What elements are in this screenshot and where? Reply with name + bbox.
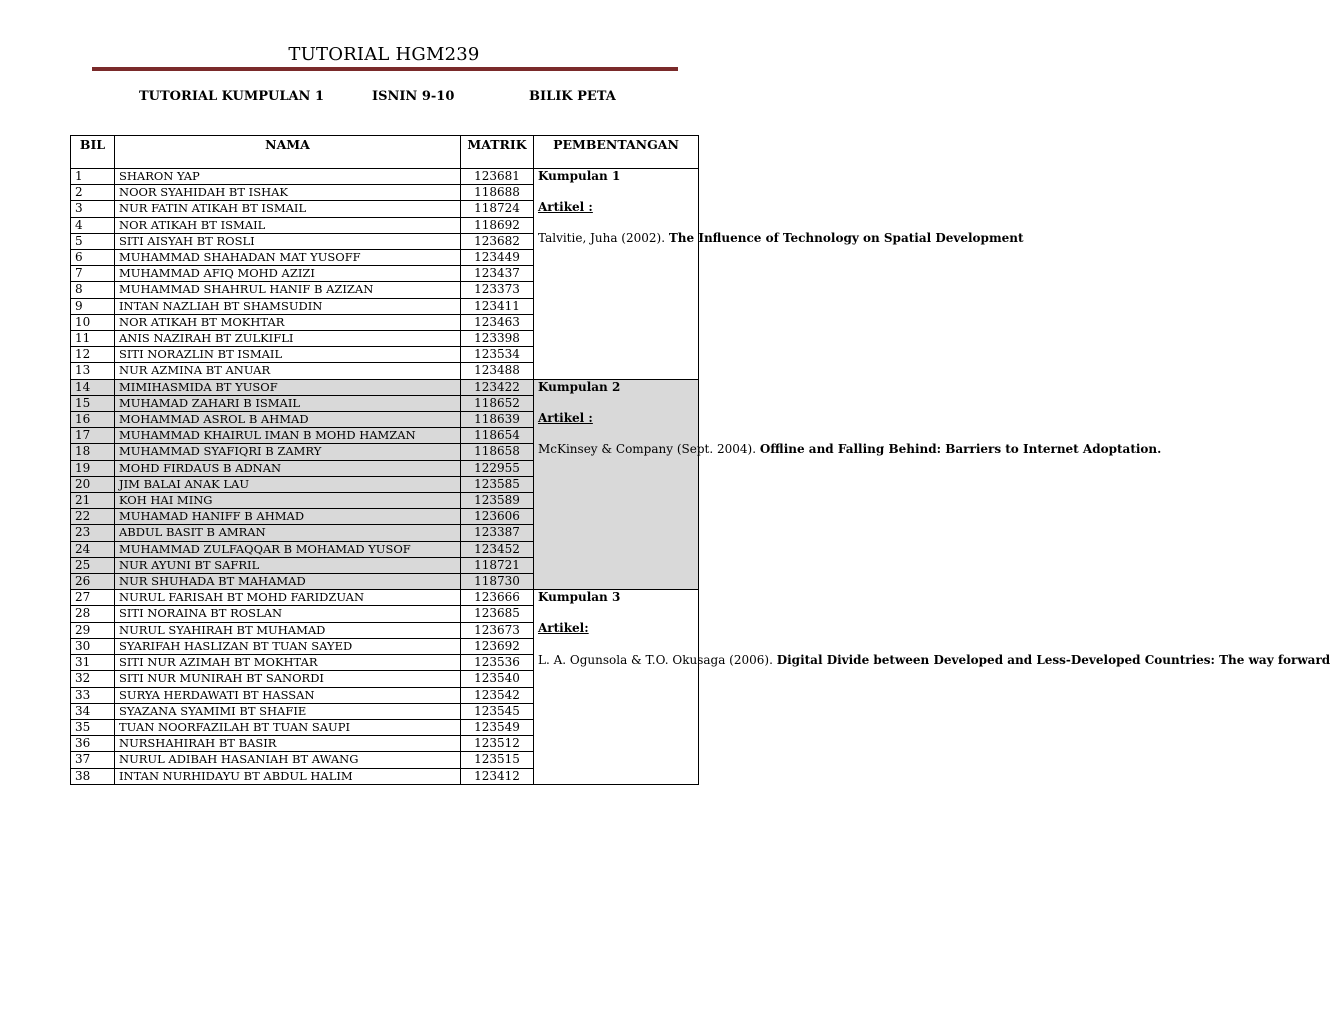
cell-matrik: 118721 <box>461 557 534 573</box>
cell-bil: 8 <box>71 282 115 298</box>
cell-nama: TUAN NOORFAZILAH BT TUAN SAUPI <box>115 719 461 735</box>
cell-nama: JIM BALAI ANAK LAU <box>115 476 461 492</box>
presentation-group-1 <box>534 169 1024 380</box>
cell-matrik: 123585 <box>461 476 534 492</box>
cell-nama: SITI AISYAH BT ROSLI <box>115 233 461 249</box>
cell-bil: 7 <box>71 266 115 282</box>
article-title: The Influence of Technology on Spatial Development <box>668 231 1024 246</box>
cell-matrik: 123512 <box>461 736 534 752</box>
header-bil: BIL <box>71 136 115 169</box>
cell-matrik: 123412 <box>461 768 534 784</box>
cell-matrik: 118692 <box>461 217 534 233</box>
cell-bil: 33 <box>71 687 115 703</box>
group-label: Kumpulan 1 <box>538 169 621 183</box>
cell-bil: 9 <box>71 298 115 314</box>
cell-matrik: 118639 <box>461 412 534 428</box>
article-citation <box>538 231 1024 245</box>
header-nama: NAMA <box>115 136 461 169</box>
group-label: Kumpulan 3 <box>538 590 621 605</box>
cell-matrik: 123437 <box>461 266 534 282</box>
artikel-label: Artikel: <box>538 621 589 636</box>
cell-nama: NURUL FARISAH BT MOHD FARIDZUAN <box>115 590 461 606</box>
cell-bil: 17 <box>71 428 115 444</box>
cell-matrik: 122955 <box>461 460 534 476</box>
cell-bil: 15 <box>71 395 115 411</box>
group-spacer <box>538 215 694 231</box>
cell-nama: MUHAMMAD SHAHADAN MAT YUSOFF <box>115 250 461 266</box>
cell-bil: 14 <box>71 379 115 395</box>
cell-bil: 32 <box>71 671 115 687</box>
cell-bil: 4 <box>71 217 115 233</box>
cell-bil: 27 <box>71 590 115 606</box>
cell-nama: NURUL ADIBAH HASANIAH BT AWANG <box>115 752 461 768</box>
cell-nama: ABDUL BASIT B AMRAN <box>115 525 461 541</box>
cell-matrik: 123545 <box>461 703 534 719</box>
cell-matrik: 123449 <box>461 250 534 266</box>
cell-nama: SITI NORAINA BT ROSLAN <box>115 606 461 622</box>
cell-bil: 25 <box>71 557 115 573</box>
cell-matrik: 123606 <box>461 509 534 525</box>
cell-nama: MUHAMMAD SHAHRUL HANIF B AZIZAN <box>115 282 461 298</box>
roster-body <box>71 169 1330 785</box>
article-author: Talvitie, Juha (2002). <box>538 231 666 246</box>
cell-nama: MUHAMAD ZAHARI B ISMAIL <box>115 395 461 411</box>
title-underline-rule <box>92 67 678 71</box>
cell-nama: NOR ATIKAH BT ISMAIL <box>115 217 461 233</box>
cell-bil: 16 <box>71 412 115 428</box>
cell-matrik: 123536 <box>461 655 534 671</box>
table-row <box>71 590 699 606</box>
cell-matrik: 123542 <box>461 687 534 703</box>
cell-nama: SYAZANA SYAMIMI BT SHAFIE <box>115 703 461 719</box>
cell-nama: NURUL SYAHIRAH BT MUHAMAD <box>115 622 461 638</box>
cell-bil: 2 <box>71 185 115 201</box>
cell-nama: NUR FATIN ATIKAH BT ISMAIL <box>115 201 461 217</box>
cell-matrik: 118658 <box>461 444 534 460</box>
cell-nama: NURSHAHIRAH BT BASIR <box>115 736 461 752</box>
cell-matrik: 123422 <box>461 379 534 395</box>
cell-matrik: 123411 <box>461 298 534 314</box>
cell-nama: SHARON YAP <box>115 169 461 185</box>
cell-nama: MUHAMMAD KHAIRUL IMAN B MOHD HAMZAN <box>115 428 461 444</box>
cell-matrik: 118730 <box>461 574 534 590</box>
artikel-label: Artikel : <box>538 410 593 425</box>
cell-nama: NUR AYUNI BT SAFRIL <box>115 557 461 573</box>
cell-nama: SURYA HERDAWATI BT HASSAN <box>115 687 461 703</box>
cell-nama: KOH HAI MING <box>115 493 461 509</box>
cell-bil: 6 <box>71 250 115 266</box>
cell-matrik: 123373 <box>461 282 534 298</box>
group-spacer <box>538 184 694 200</box>
cell-bil: 12 <box>71 347 115 363</box>
table-row <box>71 169 699 185</box>
cell-bil: 26 <box>71 574 115 590</box>
cell-matrik: 123387 <box>461 525 534 541</box>
cell-bil: 21 <box>71 493 115 509</box>
group-spacer <box>538 395 694 411</box>
cell-matrik: 123515 <box>461 752 534 768</box>
tutorial-group-label: TUTORIAL KUMPULAN 1 <box>139 89 325 104</box>
cell-nama: MUHAMMAD AFIQ MOHD AZIZI <box>115 266 461 282</box>
table-header-row <box>71 136 699 169</box>
cell-bil: 34 <box>71 703 115 719</box>
cell-matrik: 123452 <box>461 541 534 557</box>
cell-bil: 11 <box>71 331 115 347</box>
cell-nama: MOHD FIRDAUS B ADNAN <box>115 460 461 476</box>
cell-matrik: 123589 <box>461 493 534 509</box>
cell-bil: 5 <box>71 233 115 249</box>
tutorial-time-label: ISNIN 9-10 <box>372 89 455 104</box>
cell-bil: 3 <box>71 201 115 217</box>
article-author: McKinsey & Company (Sept. 2004). <box>538 442 757 457</box>
cell-bil: 36 <box>71 736 115 752</box>
cell-bil: 38 <box>71 768 115 784</box>
cell-matrik: 123463 <box>461 314 534 330</box>
header-matrik: MATRIK <box>461 136 534 169</box>
cell-bil: 28 <box>71 606 115 622</box>
cell-nama: NUR SHUHADA BT MAHAMAD <box>115 574 461 590</box>
cell-bil: 20 <box>71 476 115 492</box>
cell-bil: 1 <box>71 169 115 185</box>
cell-bil: 23 <box>71 525 115 541</box>
cell-bil: 30 <box>71 638 115 654</box>
cell-bil: 29 <box>71 622 115 638</box>
cell-matrik: 123534 <box>461 347 534 363</box>
header-pembentangan: PEMBENTANGAN <box>534 136 699 169</box>
cell-matrik: 118688 <box>461 185 534 201</box>
cell-nama: MUHAMMAD ZULFAQQAR B MOHAMAD YUSOF <box>115 541 461 557</box>
cell-nama: SITI NUR MUNIRAH BT SANORDI <box>115 671 461 687</box>
cell-bil: 35 <box>71 719 115 735</box>
cell-bil: 31 <box>71 655 115 671</box>
student-roster-table <box>70 135 1330 785</box>
article-title: Digital Divide between Developed and Less-Developed Countries: The way forward <box>776 652 1330 667</box>
cell-matrik: 123398 <box>461 331 534 347</box>
presentation-group-2 <box>534 379 1162 590</box>
cell-nama: NOOR SYAHIDAH BT ISHAK <box>115 185 461 201</box>
cell-nama: SITI NUR AZIMAH BT MOKHTAR <box>115 655 461 671</box>
cell-nama: INTAN NAZLIAH BT SHAMSUDIN <box>115 298 461 314</box>
article-title: Offline and Falling Behind: Barriers to Internet Adoptation. <box>759 442 1162 457</box>
group-spacer <box>538 605 694 621</box>
presentation-group-3 <box>534 590 1330 784</box>
cell-matrik: 123681 <box>461 169 534 185</box>
cell-matrik: 118654 <box>461 428 534 444</box>
tutorial-room-label: BILIK PETA <box>529 89 616 104</box>
cell-matrik: 123673 <box>461 622 534 638</box>
article-author: L. A. Ogunsola & T.O. Okusaga (2006). <box>538 652 773 667</box>
cell-bil: 24 <box>71 541 115 557</box>
article-citation <box>538 442 1161 456</box>
document-title: TUTORIAL HGM239 <box>288 44 480 65</box>
cell-nama: MOHAMMAD ASROL B AHMAD <box>115 412 461 428</box>
cell-nama: NOR ATIKAH BT MOKHTAR <box>115 314 461 330</box>
cell-nama: INTAN NURHIDAYU BT ABDUL HALIM <box>115 768 461 784</box>
group-label: Kumpulan 2 <box>538 379 621 394</box>
cell-nama: ANIS NAZIRAH BT ZULKIFLI <box>115 331 461 347</box>
table-row <box>71 379 699 395</box>
cell-matrik: 123666 <box>461 590 534 606</box>
cell-bil: 13 <box>71 363 115 379</box>
cell-bil: 22 <box>71 509 115 525</box>
cell-matrik: 118652 <box>461 395 534 411</box>
cell-bil: 37 <box>71 752 115 768</box>
cell-nama: MUHAMMAD SYAFIQRI B ZAMRY <box>115 444 461 460</box>
cell-matrik: 123692 <box>461 638 534 654</box>
cell-nama: NUR AZMINA BT ANUAR <box>115 363 461 379</box>
cell-matrik: 123540 <box>461 671 534 687</box>
cell-nama: MUHAMAD HANIFF B AHMAD <box>115 509 461 525</box>
cell-bil: 18 <box>71 444 115 460</box>
cell-nama: SITI NORAZLIN BT ISMAIL <box>115 347 461 363</box>
group-spacer <box>538 637 694 653</box>
cell-matrik: 123488 <box>461 363 534 379</box>
article-citation <box>538 653 1330 667</box>
cell-bil: 10 <box>71 314 115 330</box>
cell-matrik: 118724 <box>461 201 534 217</box>
group-spacer <box>538 426 694 442</box>
cell-nama: MIMIHASMIDA BT YUSOF <box>115 379 461 395</box>
cell-matrik: 123549 <box>461 719 534 735</box>
cell-bil: 19 <box>71 460 115 476</box>
cell-matrik: 123682 <box>461 233 534 249</box>
cell-nama: SYARIFAH HASLIZAN BT TUAN SAYED <box>115 638 461 654</box>
cell-matrik: 123685 <box>461 606 534 622</box>
artikel-label: Artikel : <box>538 200 593 215</box>
